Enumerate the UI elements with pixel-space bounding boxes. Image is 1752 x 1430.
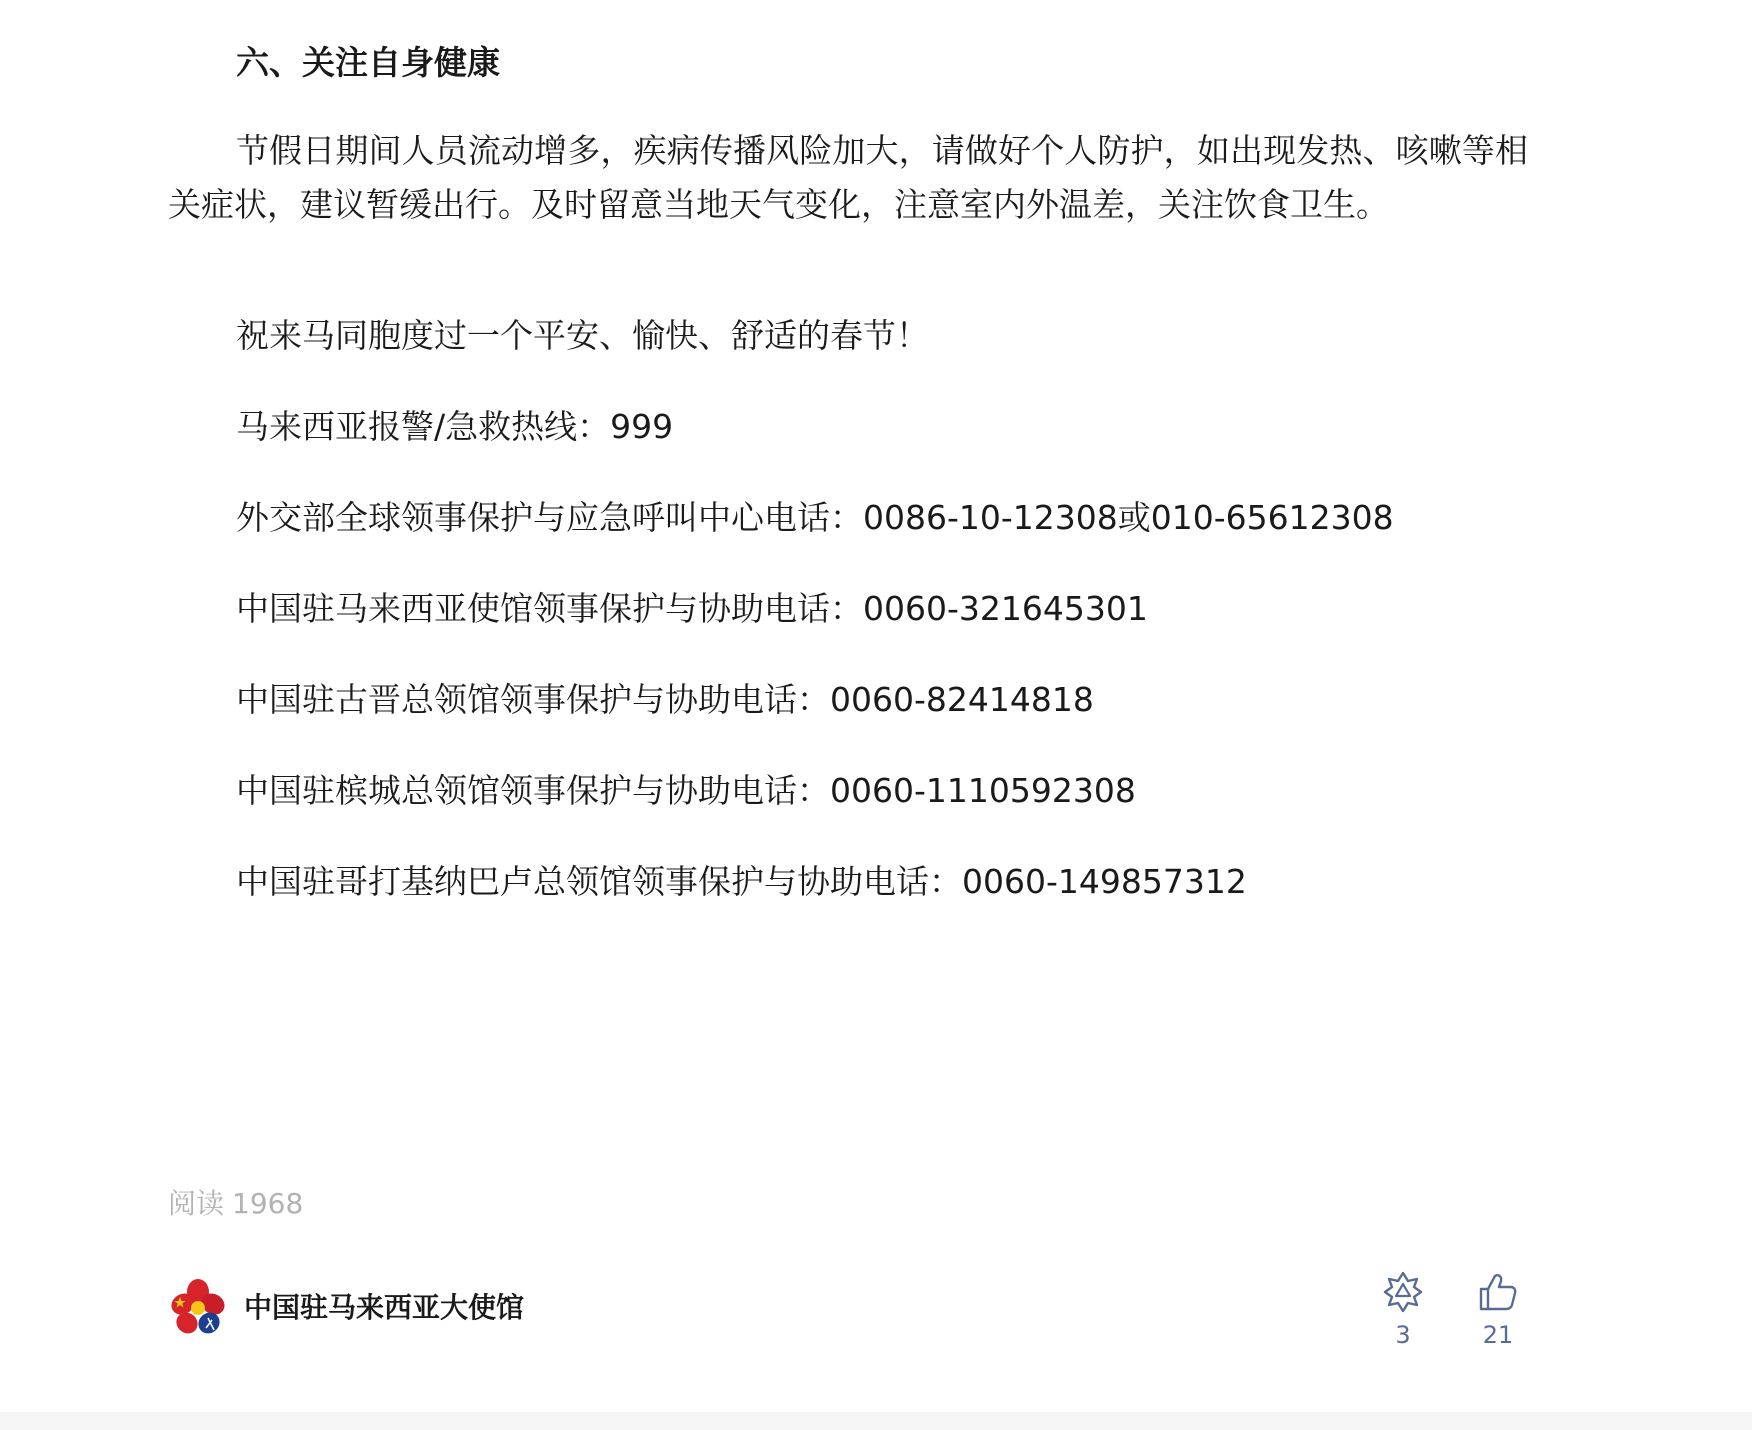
bottom-bar [0, 1412, 1752, 1430]
section-title: 六、关注自身健康 [236, 43, 500, 82]
like-button[interactable] [1463, 1270, 1533, 1350]
read-label: 阅读 [168, 1187, 225, 1220]
thumbs-up-icon [1476, 1270, 1520, 1314]
article-footer [168, 1270, 1528, 1350]
like-count: 21 [1482, 1321, 1514, 1349]
account-name[interactable]: 中国驻马来西亚大使馆 [244, 1291, 525, 1324]
greeting-text: 祝来马同胞度过一个平安、愉快、舒适的春节！ [236, 316, 929, 355]
share-button[interactable] [1368, 1270, 1438, 1350]
embassy-logo-icon [168, 1278, 228, 1338]
hotline-kuching: 中国驻古晋总领馆领事保护与协助电话：0060-82414818 [236, 680, 1094, 719]
hotline-mfa: 外交部全球领事保护与应急呼叫中心电话：0086-10-12308或010-65612308 [236, 498, 1394, 537]
share-icon [1381, 1270, 1425, 1314]
account-avatar[interactable] [168, 1278, 228, 1338]
read-number: 1968 [232, 1187, 304, 1220]
hotline-police: 马来西亚报警/急救热线：999 [236, 407, 674, 446]
share-count: 3 [1395, 1321, 1411, 1349]
health-paragraph: 节假日期间人员流动增多，疾病传播风险加大，请做好个人防护，如出现发热、咳嗽等相关症状，建议暂缓出行。及时留意当地天气变化，注意室内外温差，关注饮食卫生。 [168, 131, 1528, 224]
read-count [168, 1184, 311, 1224]
hotline-embassy: 中国驻马来西亚使馆领事保护与协助电话：0060-321645301 [236, 589, 1148, 628]
hotline-kota-kinabalu: 中国驻哥打基纳巴卢总领馆领事保护与协助电话：0060-149857312 [236, 862, 1247, 901]
hotline-penang: 中国驻槟城总领馆领事保护与协助电话：0060-1110592308 [236, 771, 1136, 810]
